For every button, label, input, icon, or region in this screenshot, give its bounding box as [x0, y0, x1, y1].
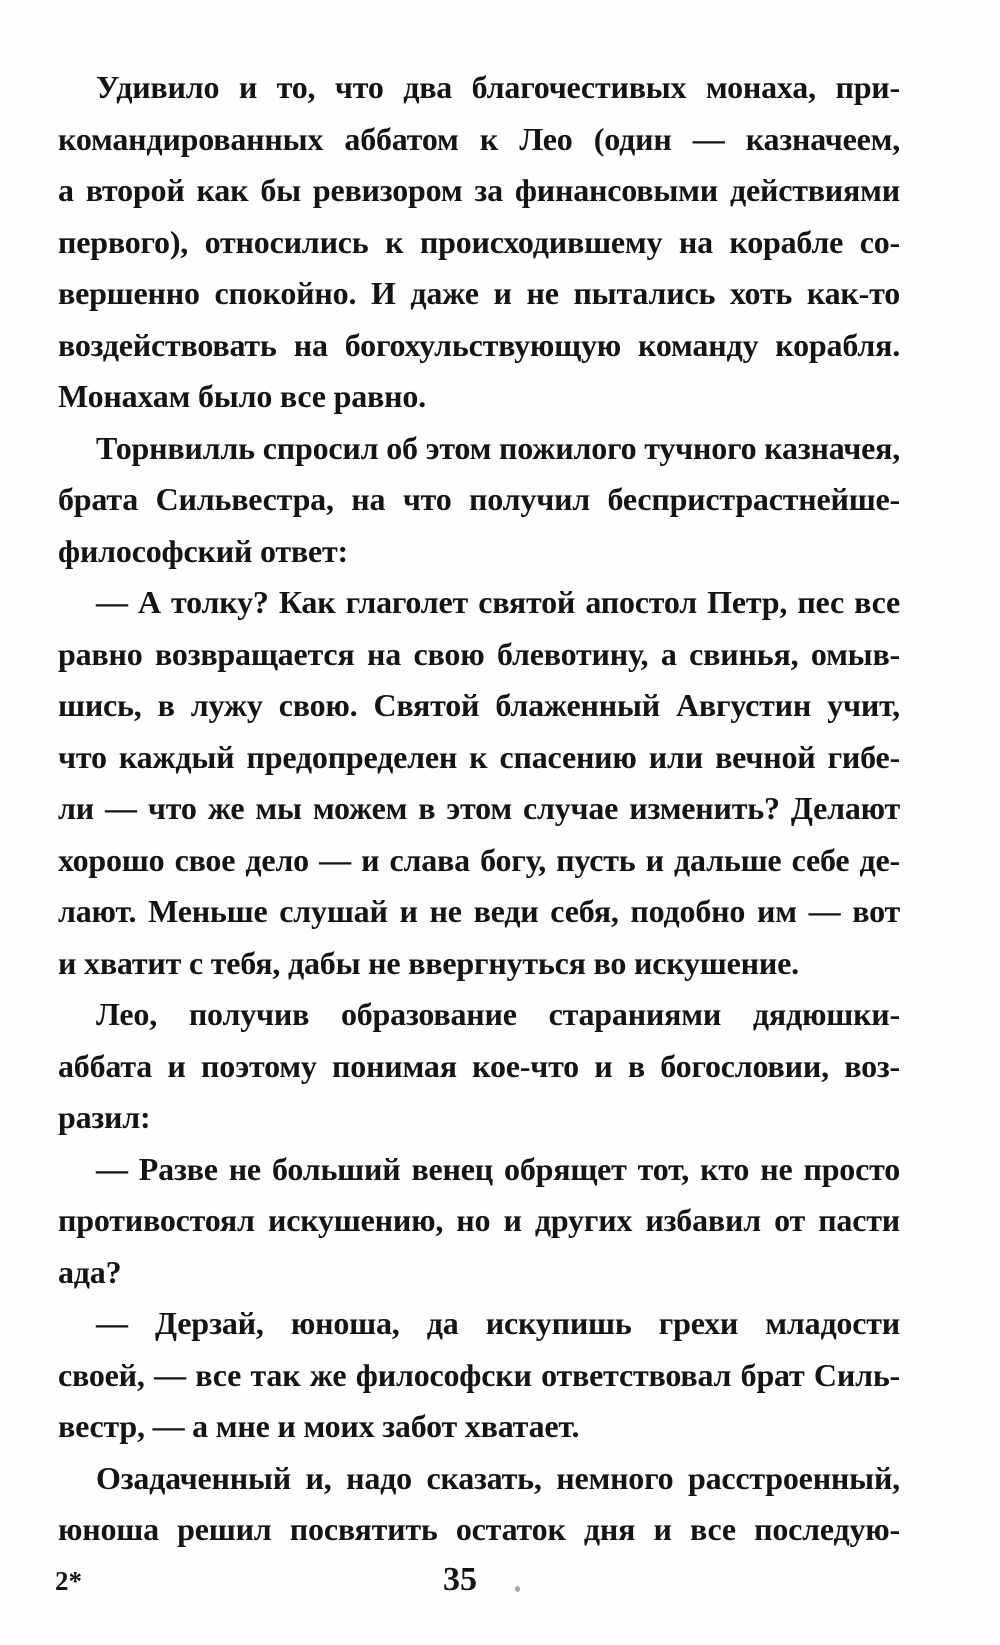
- text-line: противостоял искушению, но и других избавил от пасти: [58, 1202, 900, 1238]
- text-line: аббата и поэтому понимая кое-что и в богословии, воз-: [58, 1047, 900, 1084]
- text-line: юноша решил посвятить остаток дня и все последую-: [58, 1511, 900, 1547]
- text-line: разил:: [58, 1099, 151, 1135]
- text-line: и хватит с тебя, дабы не ввергнуться во искушение.: [58, 944, 799, 981]
- page-text: [58, 62, 900, 1556]
- text-line: командированных аббатом к Лео (один — казначеем,: [58, 120, 900, 157]
- signature-mark: 2*: [55, 1566, 82, 1596]
- text-line: хорошо свое дело — и слава богу, пусть и дальше себе де-: [58, 841, 900, 878]
- text-line: философский ответ:: [58, 532, 348, 569]
- text-line: Торнвилль спросил об этом пожилого тучного казначея,: [96, 429, 900, 466]
- text-line: воздействовать на богохульствующую команду корабля.: [58, 326, 900, 363]
- text-line: а второй как бы ревизором за финансовыми действиями: [58, 172, 900, 208]
- text-line: что каждый предопределен к спасению или вечной гибе-: [58, 738, 900, 775]
- text-line: Удивило и то, что два благочестивых монаха, при-: [96, 69, 900, 105]
- text-line: вестр, — а мне и моих забот хватает.: [58, 1408, 580, 1444]
- text-line: — Дерзай, юноша, да искупишь грехи младости: [96, 1305, 900, 1341]
- text-line: лают. Меньше слушай и не веди себя, подобно им — вот: [58, 893, 900, 929]
- text-line: — А толку? Как глаголет святой апостол Петр, пес все: [96, 584, 900, 620]
- text-line: Лео, получив образование стараниями дядюшки-: [96, 996, 900, 1032]
- text-line: Озадаченный и, надо сказать, немного расстроенный,: [96, 1459, 900, 1496]
- text-line: брата Сильвестра, на что получил беспристрастнейше-: [58, 481, 900, 517]
- text-line: Монахам было все равно.: [58, 378, 426, 414]
- text-line: шись, в лужу свою. Святой блаженный Августин учит,: [58, 687, 900, 723]
- text-line: своей, — все так же философски ответствовал брат Силь-: [58, 1356, 900, 1393]
- text-line: ада?: [58, 1253, 122, 1290]
- scan-artifact-dot: [515, 1586, 520, 1592]
- text-line: первого), относились к происходившему на корабле со-: [58, 223, 900, 260]
- text-line: ли — что же мы можем в этом случае изменить? Делают: [58, 790, 900, 826]
- page-number: 35: [443, 1561, 477, 1598]
- text-line: равно возвращается на свою блевотину, а свинья, омыв-: [58, 635, 900, 672]
- text-line: — Разве не больший венец обрящет тот, кто не просто: [96, 1150, 900, 1187]
- text-line: вершенно спокойно. И даже и не пытались хоть как-то: [58, 275, 900, 311]
